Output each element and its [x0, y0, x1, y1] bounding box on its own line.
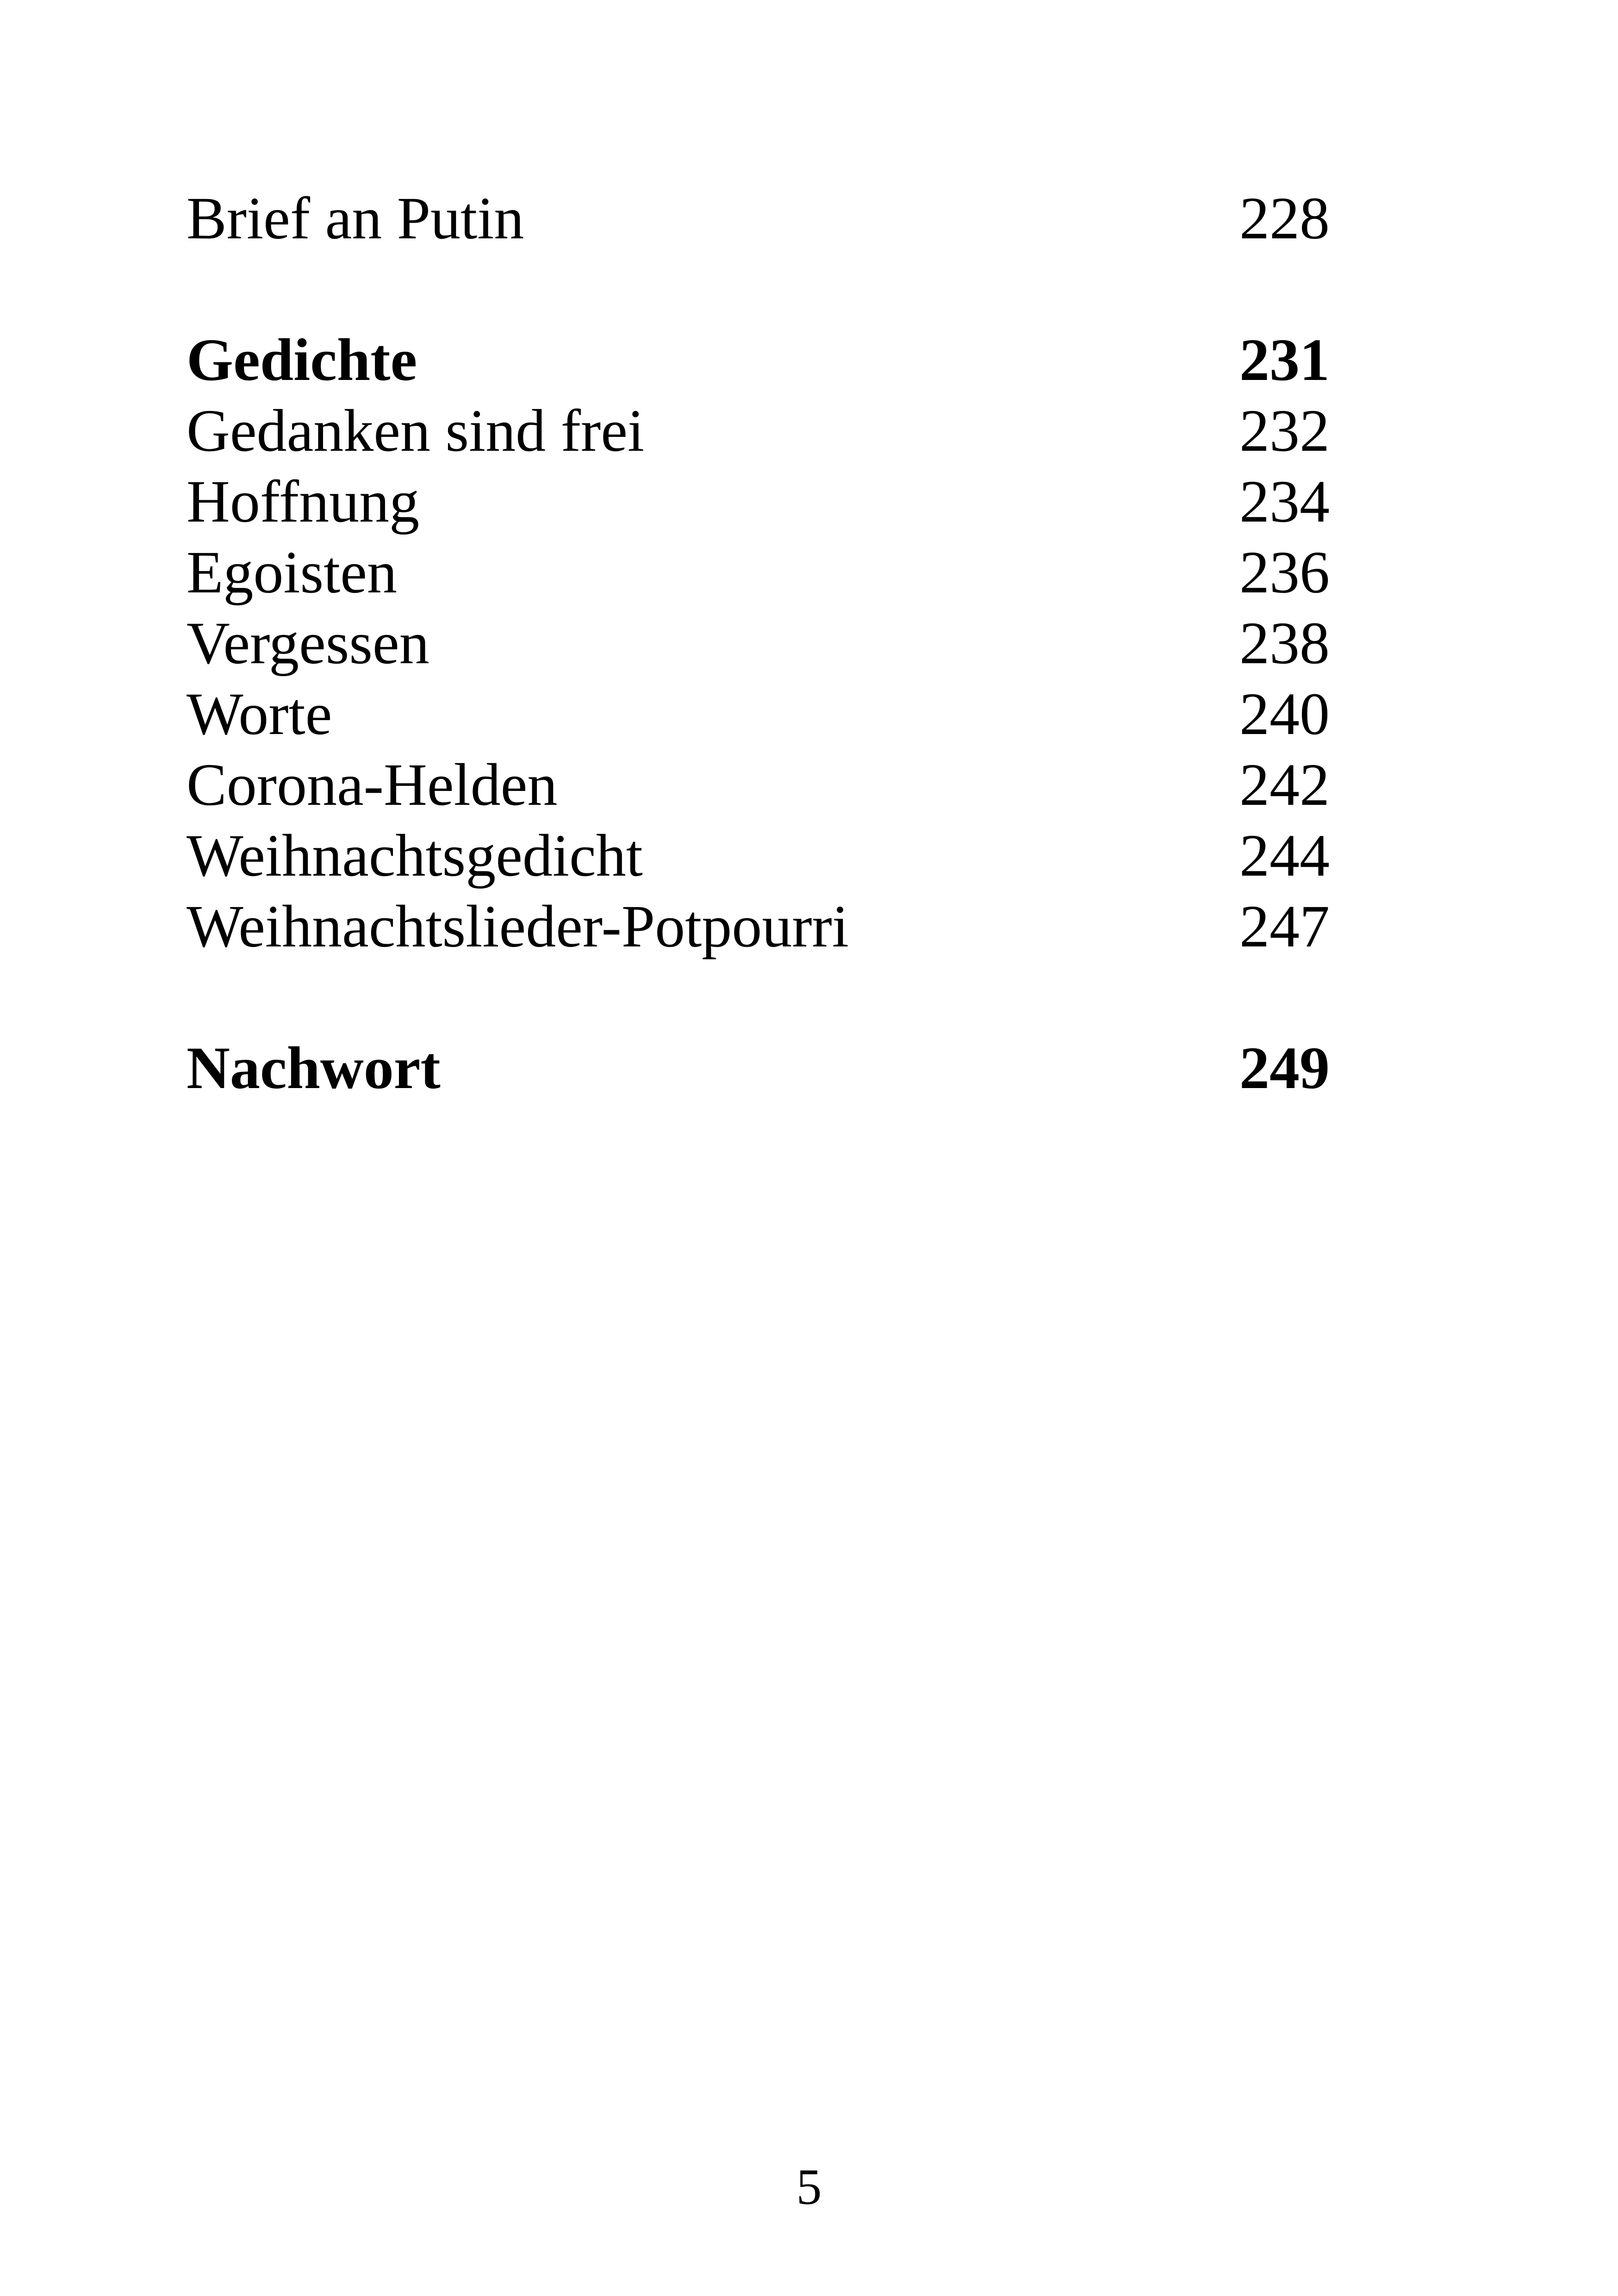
toc-entry	[187, 608, 1330, 679]
toc-section-heading	[187, 325, 1330, 396]
table-of-contents	[187, 183, 1330, 1104]
toc-entry-page: 240	[1239, 681, 1330, 747]
toc-entry-page: 236	[1239, 539, 1330, 606]
section-gap	[187, 254, 1330, 325]
toc-entry	[187, 891, 1330, 962]
toc-entry-page: 228	[1239, 185, 1330, 252]
toc-entry	[187, 679, 1330, 750]
toc-entry-title: Corona-Helden	[187, 752, 558, 818]
toc-entry	[187, 183, 1330, 254]
page-number: 5	[796, 2159, 822, 2215]
toc-entry-title: Worte	[187, 681, 332, 747]
toc-entry-title: Hoffnung	[187, 468, 420, 535]
toc-entry	[187, 821, 1330, 891]
toc-entry	[187, 750, 1330, 821]
toc-entry-page: 232	[1239, 398, 1330, 464]
toc-entry-title: Weihnachtslieder-Potpourri	[187, 893, 849, 960]
toc-entry-title: Weihnachtsgedicht	[187, 822, 643, 889]
toc-section-title: Nachwort	[187, 1035, 441, 1101]
toc-section-title: Gedichte	[187, 327, 417, 393]
toc-entry-page: 238	[1239, 610, 1330, 677]
toc-entry-page: 244	[1239, 822, 1330, 889]
section-gap	[187, 962, 1330, 1033]
toc-entry-page: 247	[1239, 893, 1330, 960]
toc-entry-title: Egoisten	[187, 539, 397, 606]
toc-entry	[187, 467, 1330, 537]
toc-section-page: 249	[1239, 1035, 1330, 1101]
toc-entry	[187, 537, 1330, 608]
toc-section-heading	[187, 1033, 1330, 1104]
toc-entry-title: Vergessen	[187, 610, 429, 677]
toc-entry-title: Brief an Putin	[187, 185, 524, 252]
toc-entry-page: 242	[1239, 752, 1330, 818]
toc-entry-title: Gedanken sind frei	[187, 398, 645, 464]
toc-entry-page: 234	[1239, 468, 1330, 535]
toc-entry	[187, 396, 1330, 467]
toc-section-page: 231	[1239, 327, 1330, 393]
